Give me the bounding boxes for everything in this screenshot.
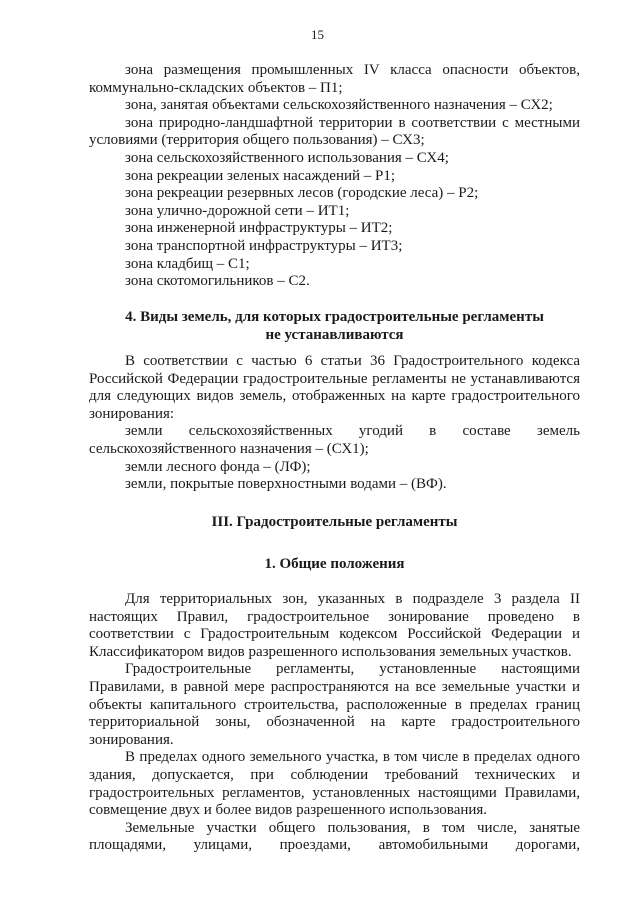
- zone-item-continuation: коммунально-складских объектов – П1;: [89, 79, 343, 96]
- section-4-body: [89, 353, 580, 494]
- paragraph: Земельные участки общего пользования, в том числе, занятые площадями, улицами, проездами, автомобильными дорогами,: [89, 819, 580, 854]
- zone-item: зона улично-дорожной сети – ИТ1;: [125, 202, 350, 219]
- zone-item: зона рекреации резервных лесов (городские леса) – Р2;: [125, 185, 479, 202]
- land-type-item: земли сельскохозяйственных угодий в составе земель сельскохозяйственного назначения – (СХ1);: [89, 423, 580, 457]
- zone-item-continuation: условиями (территория общего пользования) – СХ3;: [89, 132, 425, 149]
- paragraph: Градостроительные регламенты, установленные настоящими Правилами, в равной мере распространяются на все земельные участки и объекты капитального строительства, расположенные в пределах границ территориальной зоны, обозначенной на карте градостроительного зонирования.: [89, 661, 580, 748]
- general-provisions-body: [89, 591, 580, 855]
- paragraph: В пределах одного земельного участка, в том числе в пределах одного здания, допускается, при соблюдении требований технических и градостроительных регламентов, установленных настоящими Правилами, совмещение двух и более видов разрешенного использования.: [89, 749, 580, 819]
- zone-item: зона транспортной инфраструктуры – ИТ3;: [125, 237, 403, 254]
- zone-item: зона, занятая объектами сельскохозяйственного назначения – СХ2;: [125, 97, 553, 114]
- paragraph: Для территориальных зон, указанных в подразделе 3 раздела II настоящих Правил, градостроительное зонирование проведено в соответствии с Градостроительным кодексом Российской Федерации и Классификатором видов разрешенного использования земельных участков.: [89, 591, 580, 660]
- zone-item: зона сельскохозяйственного использования – СХ4;: [125, 149, 449, 166]
- part-3-heading: [89, 514, 580, 532]
- zone-item: зона инженерной инфраструктуры – ИТ2;: [125, 220, 393, 237]
- zone-item: зона рекреации зеленых насаждений – Р1;: [125, 167, 396, 184]
- general-provisions-title: 1. Общие положения: [264, 556, 405, 572]
- section-4-heading: [89, 309, 580, 344]
- section-4-heading-line: не устанавливаются: [265, 326, 404, 343]
- zone-item: зона природно-ландшафтной территории в соответствии с местными: [125, 114, 580, 131]
- zone-item: зона кладбищ – С1;: [125, 255, 250, 272]
- land-type-item: земли лесного фонда – (ЛФ);: [125, 458, 311, 475]
- part-3-title: III. Градостроительные регламенты: [211, 514, 458, 530]
- zone-item: зона размещения промышленных IV класса опасности объектов,: [125, 62, 580, 78]
- page-number: 15: [311, 27, 324, 42]
- section-4-intro: В соответствии с частью 6 статьи 36 Градостроительного кодекса Российской Федерации градостроительные регламенты не устанавливаются для следующих видов земель, отображенных на карте градостроительного зонирования:: [89, 353, 580, 422]
- land-type-item: земли, покрытые поверхностными водами – (ВФ).: [125, 476, 447, 493]
- zone-list: [89, 62, 580, 291]
- section-4-heading-line: 4. Виды земель, для которых градостроительные регламенты: [125, 309, 544, 325]
- zone-item: зона скотомогильников – С2.: [125, 273, 310, 290]
- general-provisions-heading: [89, 556, 580, 574]
